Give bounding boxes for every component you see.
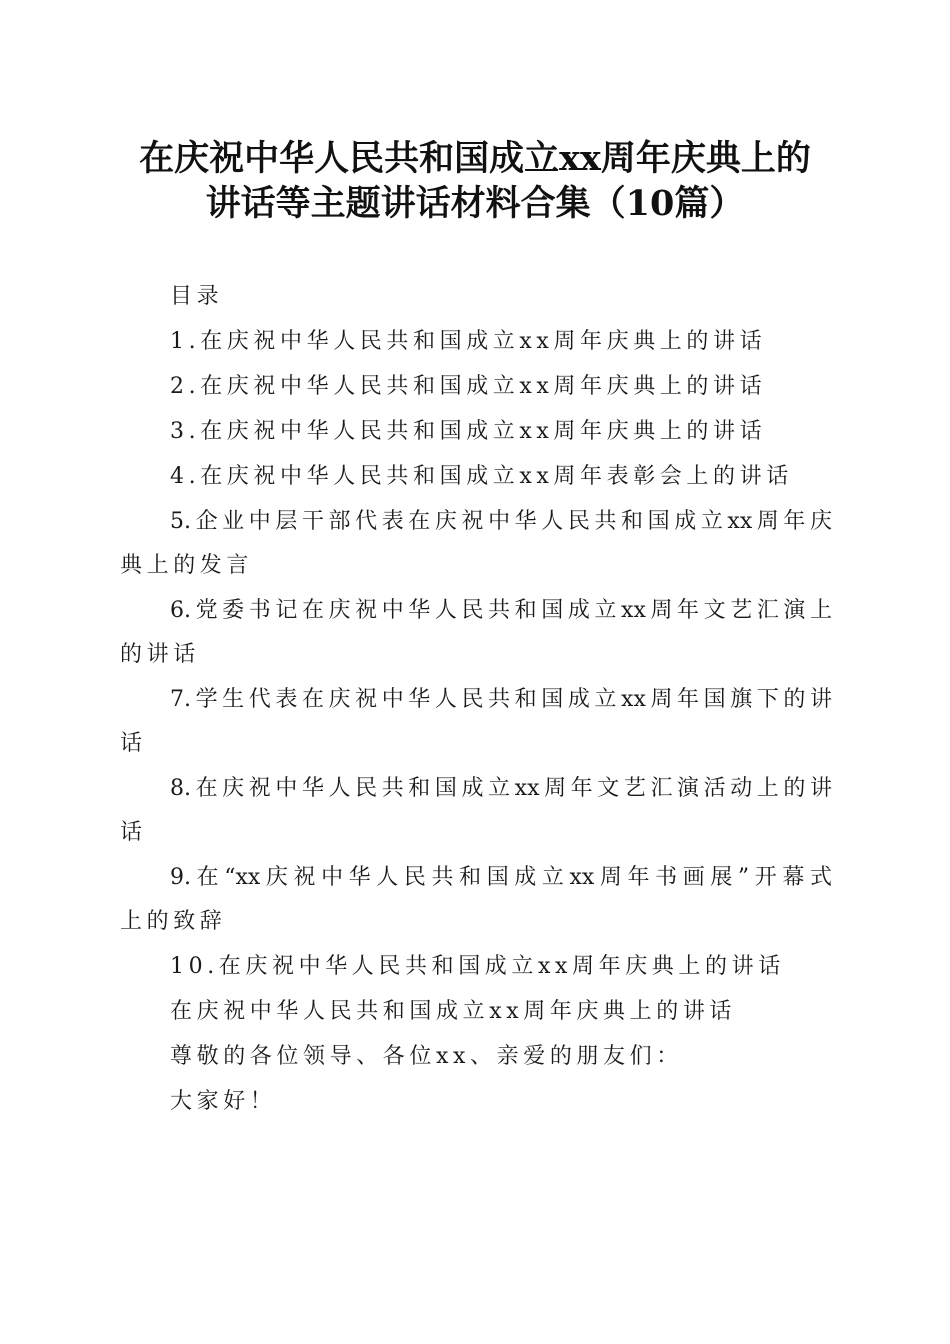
- document-title-line-2: 讲话等主题讲话材料合集（10篇）: [205, 183, 745, 224]
- toc-item-6: 6.党委书记在庆祝中华人民共和国成立xx周年文艺汇演上: [170, 598, 832, 623]
- toc-item-9: 9.在“xx庆祝中华人民共和国成立xx周年书画展”开幕式: [170, 865, 832, 890]
- toc-item-8: 8.在庆祝中华人民共和国成立xx周年文艺汇演活动上的讲: [170, 776, 832, 801]
- toc-item-5-continued: 典上的发言: [120, 553, 254, 578]
- toc-item-10: 10.在庆祝中华人民共和国成立xx周年庆典上的讲话: [170, 954, 785, 979]
- speech-salutation: 尊敬的各位领导、各位xx、亲爱的朋友们：: [170, 1044, 683, 1069]
- toc-item-8-continued: 话: [120, 820, 147, 845]
- speech-title: 在庆祝中华人民共和国成立xx周年庆典上的讲话: [170, 999, 737, 1024]
- toc-item-4: 4.在庆祝中华人民共和国成立xx周年表彰会上的讲话: [170, 464, 793, 489]
- toc-item-5: 5.企业中层干部代表在庆祝中华人民共和国成立xx周年庆: [170, 509, 832, 534]
- toc-item-6-continued: 的讲话: [120, 642, 200, 667]
- speech-greeting: 大家好！: [170, 1089, 277, 1114]
- toc-item-2: 2.在庆祝中华人民共和国成立xx周年庆典上的讲话: [170, 374, 767, 399]
- toc-item-9-continued: 上的致辞: [120, 909, 227, 934]
- document-title-line-1: 在庆祝中华人民共和国成立xx周年庆典上的: [139, 138, 811, 179]
- toc-item-3: 3.在庆祝中华人民共和国成立xx周年庆典上的讲话: [170, 419, 767, 444]
- toc-heading: 目录: [170, 284, 224, 309]
- toc-item-1: 1.在庆祝中华人民共和国成立xx周年庆典上的讲话: [170, 329, 767, 354]
- toc-item-7-continued: 话: [120, 731, 147, 756]
- toc-item-7: 7.学生代表在庆祝中华人民共和国成立xx周年国旗下的讲: [170, 687, 832, 712]
